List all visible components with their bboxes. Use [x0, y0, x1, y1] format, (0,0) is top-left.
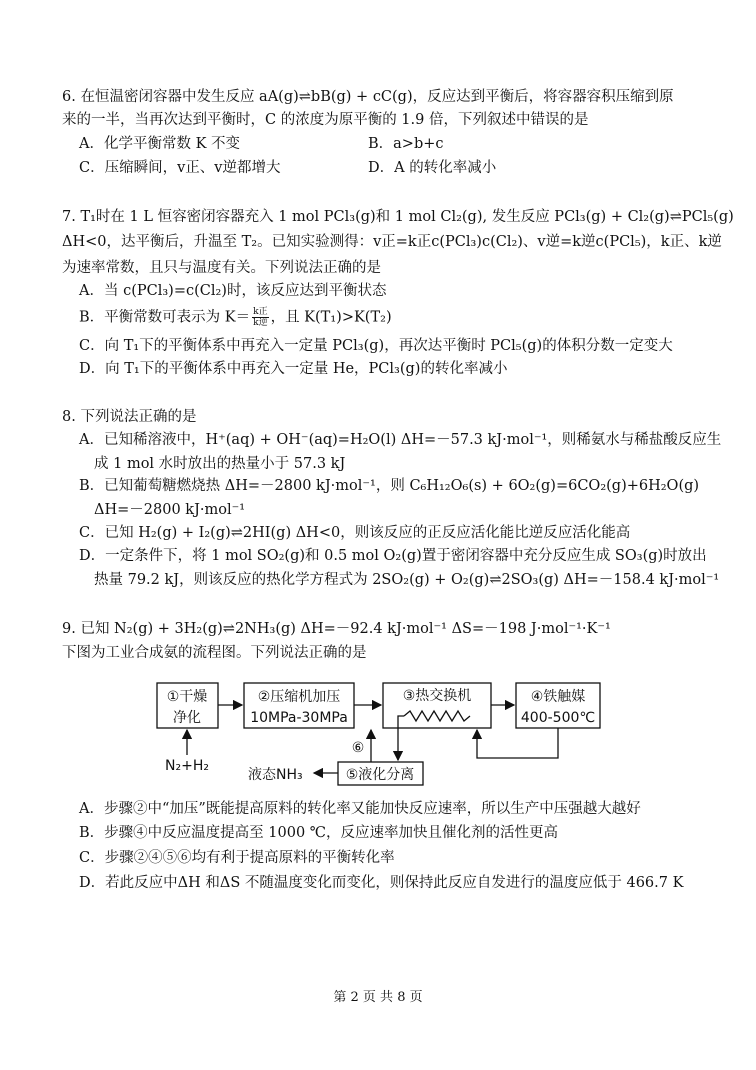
q8-option-a-line1: A．已知稀溶液中，H⁺(aq) + OH⁻(aq)=H₂O(l) ΔH=－57.3 kJ·mol⁻¹，则稀氨水与稀盐酸反应生 — [79, 432, 722, 448]
box1-label-line1: ①干燥 — [166, 689, 208, 705]
q7-stem-line2: ΔH<0，达平衡后，升温至 T₂。已知实验测得：v正=k正c(PCl₃)c(Cl₂)、v逆=k逆c(PCl₅)，k正、k逆 — [62, 234, 722, 250]
q6-option-d: D．A 的转化率减小 — [368, 160, 497, 176]
box5-label: ⑤液化分离 — [345, 767, 415, 783]
q7-option-a: A．当 c(PCl₃)=c(Cl₂)时，该反应达到平衡状态 — [79, 283, 387, 299]
arrow-4-return — [477, 728, 558, 758]
box1-label-line2: 净化 — [173, 710, 201, 726]
q6-option-a: A．化学平衡常数 K 不变 — [79, 136, 241, 152]
q7-stem-line1: 7. T₁时在 1 L 恒容密闭容器充入 1 mol PCl₃(g)和 1 mol Cl₂(g), 发生反应 PCl₃(g) + Cl₂(g)⇌PCl₅(g) — [62, 209, 734, 225]
heating-coil — [404, 711, 470, 721]
q9-option-b: B．步骤④中反应温度提高至 1000 ℃，反应速率加快且催化剂的活性更高 — [79, 825, 558, 841]
q7-option-b-suffix: ，且 K(T₁)>K(T₂) — [270, 309, 392, 326]
q8-option-a-line2: 成 1 mol 水时放出的热量小于 57.3 kJ — [94, 456, 346, 472]
q9-option-a: A．步骤②中“加压”既能提高原料的转化率又能加快反应速率，所以生产中压强越大越好 — [79, 801, 641, 817]
q9-stem-line1: 9. 已知 N₂(g) + 3H₂(g)⇌2NH₃(g) ΔH=－92.4 kJ·mol⁻¹ ΔS=－198 J·mol⁻¹·K⁻¹ — [62, 621, 611, 637]
q7-option-b-prefix: B．平衡常数可表示为 K＝ — [79, 309, 251, 326]
q8-stem: 8. 下列说法正确的是 — [62, 409, 197, 425]
q8-option-d-line2: 热量 79.2 kJ，则该反应的热化学方程式为 2SO₂(g) + O₂(g)⇌2SO₃(g) ΔH=－158.4 kJ·mol⁻¹ — [94, 572, 720, 588]
q7-stem-line3: 为速率常数，且只与温度有关。下列说法正确的是 — [62, 260, 381, 276]
q9-option-c: C．步骤②④⑤⑥均有利于提高原料的平衡转化率 — [79, 850, 395, 866]
q6-option-b: B．a>b+c — [368, 136, 444, 152]
q9-stem-line2: 下图为工业合成氨的流程图。下列说法正确的是 — [62, 645, 367, 661]
q7-option-c: C．向 T₁下的平衡体系中再充入一定量 PCl₃(g)，再次达平衡时 PCl₅(g)的体积分数一定变大 — [79, 338, 673, 354]
q7-option-d: D．向 T₁下的平衡体系中再充入一定量 He，PCl₃(g)的转化率减小 — [79, 361, 508, 377]
arrow-3-to-5 — [398, 716, 404, 760]
q9-option-d: D．若此反应中ΔH 和ΔS 不随温度变化而变化，则保持此反应自发进行的温度应低于 466.7 K — [79, 875, 684, 891]
q8-option-c: C．已知 H₂(g) + I₂(g)⇌2HI(g) ΔH<0，则该反应的正反应活化能比逆反应活化能高 — [79, 525, 631, 541]
step6-label: ⑥ — [351, 740, 365, 756]
feed-label: N₂+H₂ — [165, 758, 209, 774]
box3-label: ③热交换机 — [402, 688, 472, 704]
fraction-numerator: k正 — [253, 307, 268, 317]
box2-label-line1: ②压缩机加压 — [257, 689, 341, 705]
q6-stem-line1: 6. 在恒温密闭容器中发生反应 aA(g)⇌bB(g) + cC(g)，反应达到平衡后，将容器容积压缩到原 — [62, 89, 674, 105]
q8-option-d-line1: D．一定条件下，将 1 mol SO₂(g)和 0.5 mol O₂(g)置于密闭容器中充分反应生成 SO₃(g)时放出 — [79, 548, 707, 564]
product-label: 液态NH₃ — [248, 767, 303, 783]
box4-label-line1: ④铁触媒 — [530, 689, 586, 705]
q8-option-b-line2: ΔH=－2800 kJ·mol⁻¹ — [94, 502, 246, 518]
page-footer: 第 2 页 共 8 页 — [333, 990, 423, 1005]
fraction-denominator: k逆 — [253, 318, 268, 328]
q6-stem-line2: 来的一半，当再次达到平衡时，C 的浓度为原平衡的 1.9 倍，下列叙述中错误的是 — [62, 112, 589, 128]
box2-label-line2: 10MPa-30MPa — [250, 710, 348, 726]
q8-option-b-line1: B．已知葡萄糖燃烧热 ΔH=－2800 kJ·mol⁻¹，则 C₆H₁₂O₆(s) + 6O₂(g)=6CO₂(g)+6H₂O(g) — [79, 478, 700, 494]
box4-label-line2: 400-500℃ — [520, 710, 596, 726]
q6-option-c: C．压缩瞬间，v正、v逆都增大 — [79, 160, 281, 176]
